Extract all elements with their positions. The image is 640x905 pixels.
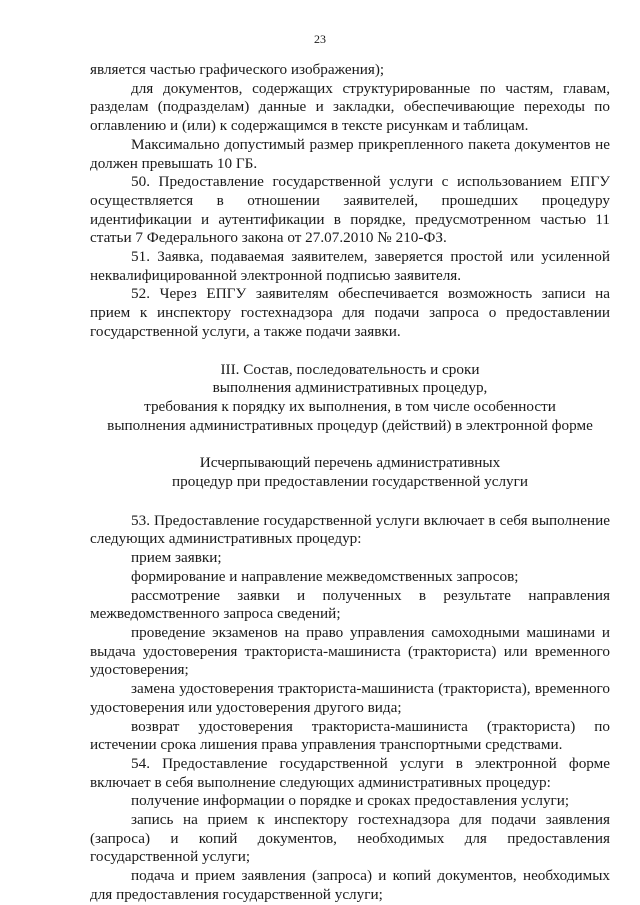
list-item: получение информации о порядке и сроках предоставления услуги; [131,792,570,810]
heading-line: выполнения административных процедур (действий) в электронной форме [107,416,593,434]
list-item: формирование и направление межведомственных запросов; [131,567,519,585]
heading-line: процедур при предоставлении государственной услуги [172,473,528,491]
paragraph: 53. Предоставление государственной услуги включает в себя выполнение следующих административных процедур: [90,511,610,548]
page-number: 23 [314,32,326,46]
paragraph: для документов, содержащих структурированные по частям, главам, разделам (подразделам) данные и закладки, обеспечивающие переходы по оглавлению и (или) к содержащимся в тексте рисункам и таблицам. [90,79,610,135]
list-item: подача и прием заявления (запроса) и копий документов, необходимых для предоставления государственной услуги; [90,867,610,903]
paragraph: 50. Предоставление государственной услуги с использованием ЕПГУ осуществляется в отношении заявителей, прошедших процедуру идентификации и аутентификации в порядке, предусмотренном частью 11 статьи 7 Федерального закона от 27.07.2010 № 210-ФЗ. [90,173,610,247]
list-item: замена удостоверения тракториста-машиниста (тракториста), временного удостоверения или удостоверения другого вида; [90,680,610,716]
subsection-heading [90,454,610,491]
paragraph: 54. Предоставление государственной услуги в электронной форме включает в себя выполнение следующих административных процедур: [90,754,610,791]
heading-line: III. Состав, последовательность и сроки [220,360,480,378]
list-item: возврат удостоверения тракториста-машиниста (тракториста) по истечении срока лишения права управления транспортными средствами. [90,717,610,754]
section-heading [90,361,610,436]
list-item: запись на прием к инспектору гостехнадзора для подачи заявления (запроса) и копий документов, необходимых для предоставления государственной услуги; [90,811,610,866]
paragraph: Максимально допустимый размер прикрепленного пакета документов не должен превышать 10 ГБ. [90,135,610,172]
list-item: прием заявки; [131,549,222,567]
document-body [90,61,610,905]
heading-line: требования к порядку их выполнения, в том числе особенности [144,397,556,415]
paragraph: 52. Через ЕПГУ заявителям обеспечивается возможность записи на прием к инспектору гостехнадзора для подачи запроса о предоставлении государственной услуги, а также подачи заявки. [90,285,610,340]
procedures-list [90,512,610,905]
list-item: рассмотрение заявки и полученных в результате направления межведомственного запроса сведений; [90,586,610,623]
heading-line: выполнения административных процедур, [212,379,488,397]
list-item: проведение экзаменов на право управления самоходными машинами и выдача удостоверения тракториста-машиниста (тракториста) или временного удостоверения; [90,623,610,679]
heading-line: Исчерпывающий перечень административных [199,454,501,472]
paragraph: 51. Заявка, подаваемая заявителем, заверяется простой или усиленной неквалифицированной электронной подписью заявителя. [90,248,610,284]
paragraph: является частью графического изображения); [90,61,385,78]
